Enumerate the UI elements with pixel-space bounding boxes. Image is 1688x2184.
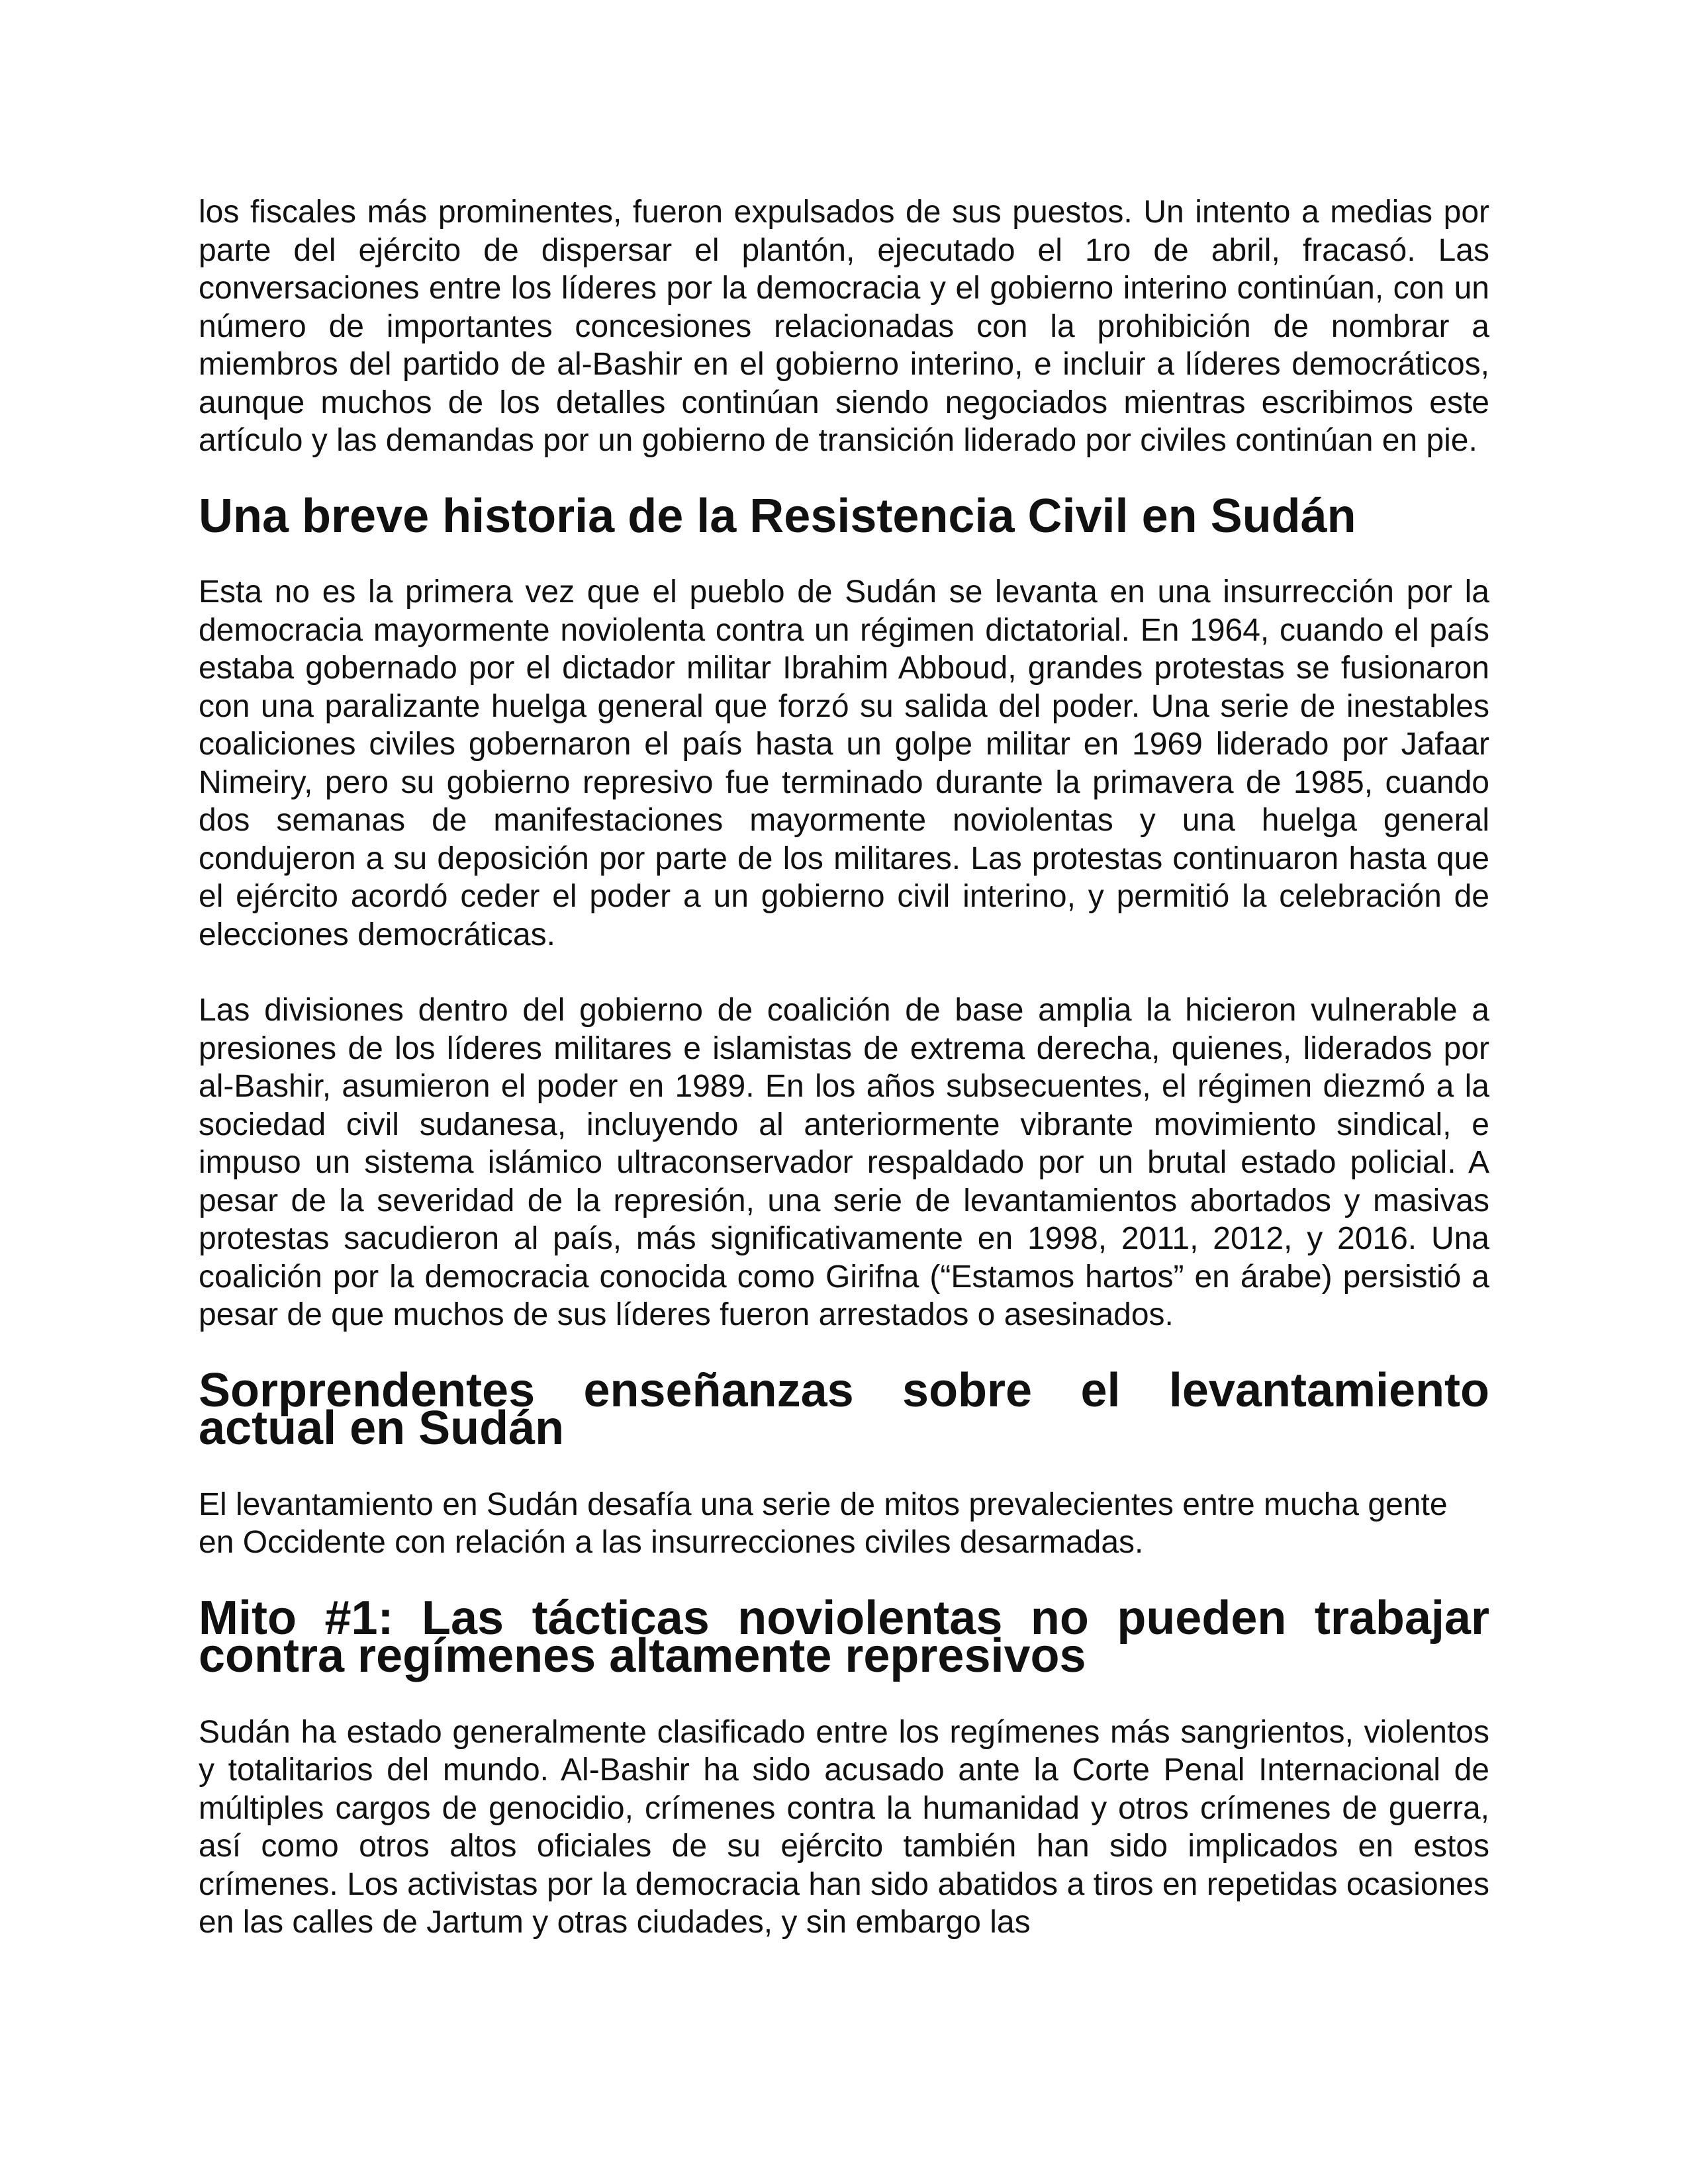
document-page xyxy=(199,193,1489,1942)
paragraph-history-1: Esta no es la primera vez que el pueblo de Sudán se levanta en una insurrección por la democracia mayormente noviolenta contra un régimen dictatorial. En 1964, cuando el país estaba gobernado por el dictador militar Ibrahim Abboud, grandes protestas se fusionaron con una paralizante huelga general que forzó su salida del poder. Una serie de inestables coaliciones civiles gobernaron el país hasta un golpe militar en 1969 liderado por Jafaar Nimeiry, pero su gobierno represivo fue terminado durante la primavera de 1985, cuando dos semanas de manifestaciones mayormente noviolentas y una huelga general condujeron a su deposición por parte de los militares. Las protestas continuaron hasta que el ejército acordó ceder el poder a un gobierno civil interino, y permitió la celebración de elecciones democráticas. xyxy=(199,574,1489,952)
section-heading-history: Una breve historia de la Resistencia Civil en Sudán xyxy=(199,489,1356,543)
paragraph-lessons-intro: El levantamiento en Sudán desafía una serie de mitos prevalecientes entre mucha gente en Occidente con relación a las insurrecciones civiles desarmadas. xyxy=(199,1486,1448,1560)
paragraph-history-2: Las divisiones dentro del gobierno de coalición de base amplia la hicieron vulnerable a presiones de los líderes militares e islamistas de extrema derecha, quienes, liderados por al-Bashir, asumieron el poder en 1989. En los años subsecuentes, el régimen diezmó a la sociedad civil sudanesa, incluyendo al anteriormente vibrante movimiento sindical, e impuso un sistema islámico ultraconservador respaldado por un brutal estado policial. A pesar de la severidad de la represión, una serie de levantamientos abortados y masivas protestas sacudieron al país, más significativamente en 1998, 2011, 2012, y 2016. Una coalición por la democracia conocida como Girifna (“Estamos hartos” en árabe) persistió a pesar de que muchos de sus líderes fueron arrestados o asesinados. xyxy=(199,993,1489,1332)
paragraph-myth-1: Sudán ha estado generalmente clasificado entre los regímenes más sangrientos, violentos y totalitarios del mundo. Al-Bashir ha sido acusado ante la Corte Penal Internacional de múltiples cargos de genocidio, crímenes contra la humanidad y otros crímenes de guerra, así como otros altos oficiales de su ejército también han sido implicados en estos crímenes. Los activistas por la democracia han sido abatidos a tiros en repetidas ocasiones en las calles de Jartum y otras ciudades, y sin embargo las xyxy=(199,1714,1489,1940)
section-heading-myth-1: Mito #1: Las tácticas noviolentas no pueden trabajar contra regímenes altamente represivos xyxy=(199,1591,1489,1682)
paragraph-intro: los fiscales más prominentes, fueron expulsados de sus puestos. Un intento a medias por parte del ejército de dispersar el plantón, ejecutado el 1ro de abril, fracasó. Las conversaciones entre los líderes por la democracia y el gobierno interino continúan, con un número de importantes concesiones relacionadas con la prohibición de nombrar a miembros del partido de al-Bashir en el gobierno interino, e incluir a líderes democráticos, aunque muchos de los detalles continúan siendo negociados mientras escribimos este artículo y las demandas por un gobierno de transición liderado por civiles continúan en pie. xyxy=(199,195,1489,458)
section-heading-lessons: Sorprendentes enseñanzas sobre el levantamiento actual en Sudán xyxy=(199,1363,1489,1455)
